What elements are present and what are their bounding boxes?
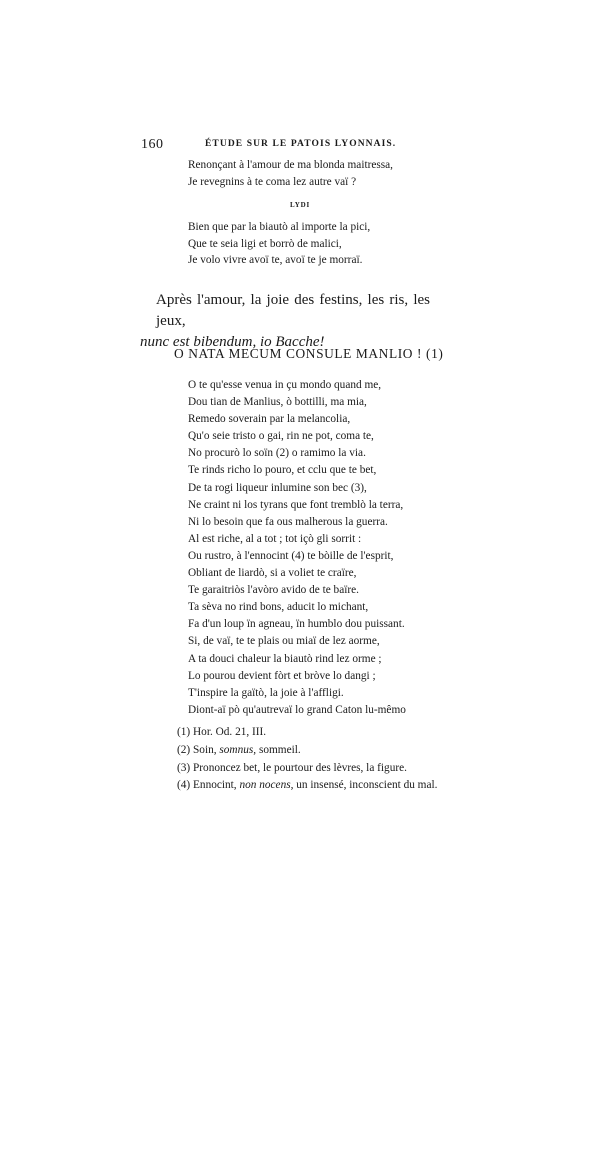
footnote-text: Hor. Od. 21, III.	[193, 726, 267, 738]
footnote-mark: (4)	[177, 779, 191, 792]
footnote-mark: (3)	[177, 761, 191, 774]
footnote	[177, 742, 437, 760]
verse-line: Diont-aï pò qu'autrevaï lo grand Caton lu-mêmo	[188, 703, 406, 716]
prose-paragraph	[140, 290, 430, 353]
verse-line: De ta rogi liqueur inlumine son bec (3),	[188, 481, 367, 494]
verse-line: Si, de vaï, te te plais ou miaï de lez aorme,	[188, 635, 380, 648]
footnote-text: Prononcez bet, le pourtour des lèvres, la figure.	[193, 761, 407, 774]
verse-line: Te rinds richo lo pouro, et cclu que te bet,	[188, 464, 377, 477]
footnote-text: sommeil.	[258, 743, 301, 756]
footnote	[177, 777, 437, 795]
verse-line: O te qu'esse venua in çu mondo quand me,	[188, 379, 382, 391]
verse-line: Qu'o seie tristo o gai, rin ne pot, coma te,	[188, 430, 374, 443]
running-title: ÉTUDE SUR LE PATOIS LYONNAIS.	[205, 139, 397, 149]
verse-line: Renonçant à l'amour de ma blonda maitressa,	[188, 159, 393, 171]
verse-line: Dou tian de Manlius, ò bottilli, ma mia,	[188, 396, 367, 409]
verse-line: Je volo vivre avoï te, avoï te je morraï.	[188, 254, 363, 267]
poem-body	[188, 377, 406, 719]
verse-line: Je revegnins à te coma lez autre vaï ?	[188, 175, 357, 188]
stanza-lydia	[188, 219, 370, 269]
verse-line: Lo pourou devient fòrt et bròve lo dangi ;	[188, 669, 376, 682]
footnote-term: Soin,	[193, 743, 217, 756]
footnotes	[177, 724, 437, 795]
verse-line: T'inspire la gaïtò, la joie à l'affligi.	[188, 686, 344, 699]
verse-line: Ta sèva no rind bons, aducit lo michant,	[188, 601, 369, 614]
footnote-mark: (2)	[177, 743, 191, 756]
verse-line: Te garaitriòs l'avòro avido de te baïre.	[188, 584, 359, 597]
footnote-latin: non nocens,	[239, 779, 294, 792]
page-header	[141, 137, 433, 155]
verse-line: Ni lo besoin que fa ous malherous la guerra.	[188, 515, 388, 528]
stanza-horace	[188, 157, 393, 190]
verse-line: Fa d'un loup ïn agneau, ïn humblo dou puissant.	[188, 618, 405, 631]
footnote	[177, 760, 437, 778]
verse-line: No procurò lo soïn (2) o ramimo la via.	[188, 447, 366, 460]
prose-line: Après l'amour, la joie des festins, les ris, les jeux,	[156, 292, 430, 329]
speaker-label: LYDI	[289, 201, 311, 209]
verse-line: Ne craint ni los tyrans que font tremblò la terra,	[188, 498, 404, 511]
footnote-latin: somnus,	[219, 743, 257, 756]
poem-title: O NATA MECUM CONSULE MANLIO ! (1)	[174, 346, 444, 361]
footnote-mark: (1)	[177, 726, 191, 738]
verse-line: Bien que par la biautò al importe la pici,	[188, 221, 371, 233]
footnote-text: un insensé, inconscient du mal.	[296, 779, 438, 792]
verse-line: Obliant de liardò, si a voliet te craïre,	[188, 567, 357, 580]
verse-line: Remedo soverain par la melancolia,	[188, 413, 351, 426]
footnote-term: Ennocint,	[193, 779, 237, 792]
footnote	[177, 724, 437, 742]
prose-line-latin: nunc est bibendum, io Bacche!	[140, 334, 325, 350]
verse-line: Ou rustro, à l'ennocint (4) te bòille de l'esprit,	[188, 549, 394, 562]
verse-line: Al est riche, al a tot ; tot içò gli sorrit :	[188, 532, 362, 545]
page-number: 160	[141, 137, 164, 152]
verse-line: A ta douci chaleur la biautò rind lez orme ;	[188, 652, 382, 665]
verse-line: Que te seia ligi et borrò de malici,	[188, 237, 342, 250]
